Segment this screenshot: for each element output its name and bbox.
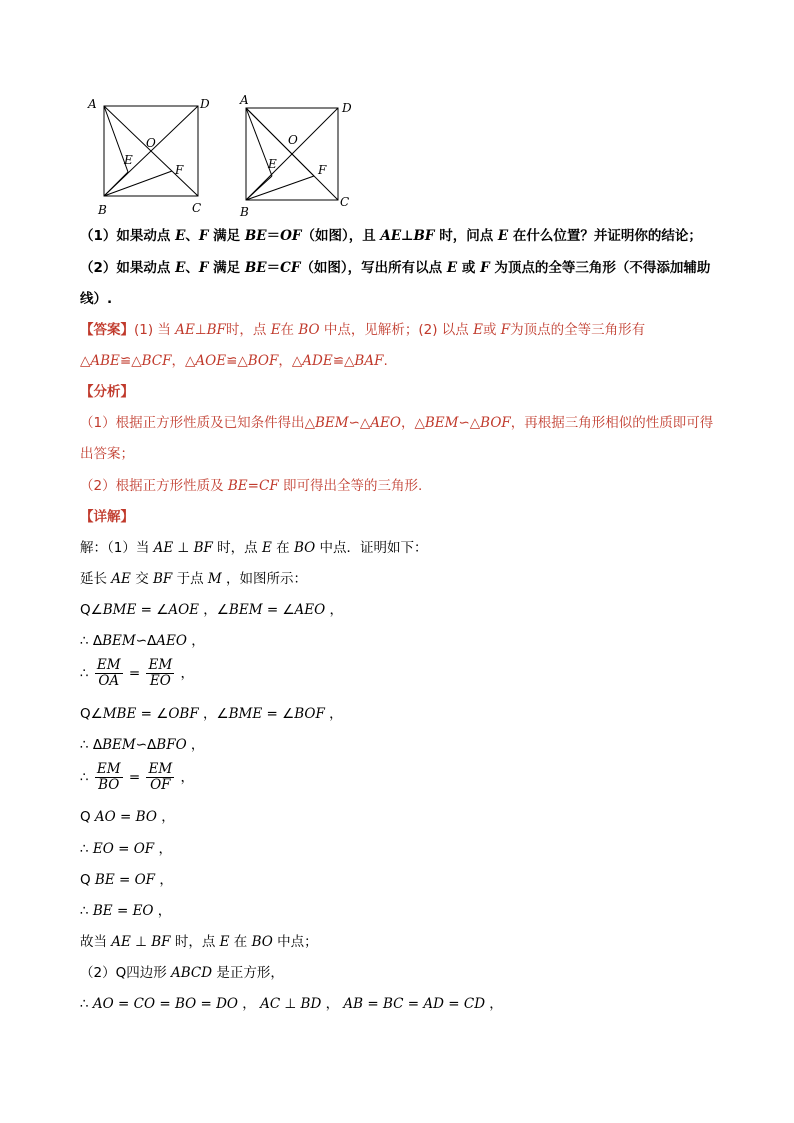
detail-line-13: 故当 AE ⊥ BF 时，点 E 在 BO 中点； [80, 934, 318, 950]
figure-right-square [228, 92, 368, 222]
analysis-line-1: （1）根据正方形性质及已知条件得出△BEM∽△AEO，△BEM∽△BOF，再根据三角形相似的性质即可得 [80, 415, 714, 431]
detail-line-11: Q BE = OF ， [80, 872, 173, 888]
segment-bf [104, 171, 172, 196]
answer-line-2: △ABE≌△BCF，△AOE≌△BOF，△ADE≌△BAF. [80, 353, 388, 369]
detail-line-3: Q∠BME = ∠AOE ，∠BEM = ∠AEO ， [80, 602, 343, 618]
detail-line-5: ∴ $\frac{EM}{OA}$ = $\frac{EM}{EO}$ ， [80, 657, 194, 689]
detail-line-6: Q∠MBE = ∠OBF ，∠BME = ∠BOF ， [80, 706, 343, 722]
segment-be [104, 172, 128, 196]
detail-line-2: 延长 AE 交 BF 于点 M ，如图所示： [80, 571, 308, 587]
label-e: E [124, 153, 133, 167]
segment-bf [246, 176, 314, 200]
detail-line-7: ∴ ΔBEM∽ΔBFO ， [80, 737, 205, 753]
label-c: C [192, 201, 202, 215]
label-d: D [342, 101, 352, 115]
question-2: （2）如果动点 E、F 满足 BE＝CF（如图），写出所有以点 E 或 F 为顶点的全等三角形（不得添加辅助 [80, 260, 711, 276]
analysis-line-3: （2）根据正方形性质及 BE=CF 即可得出全等的三角形. [80, 478, 423, 494]
detail-line-15: ∴ AO = CO = BO = DO ， AC ⊥ BD ， AB = BC = AD = CD ， [80, 996, 503, 1012]
analysis-label: 【分析】 [80, 384, 134, 400]
label-a: A [88, 97, 97, 111]
detail-label: 【详解】 [80, 509, 134, 525]
label-f: F [318, 163, 327, 177]
label-o: O [146, 136, 156, 150]
detail-line-8: ∴ $\frac{EM}{BO}$ = $\frac{EM}{OF}$ ， [80, 761, 194, 793]
fraction: $\frac{EM}{BO}$ [96, 761, 121, 793]
answer-label: 【答案】 [80, 322, 134, 338]
detail-line-1: 解：（1）当 AE ⊥ BF 时，点 E 在 BO 中点．证明如下： [80, 540, 428, 556]
segment-be [246, 176, 272, 200]
fraction: $\frac{EM}{OF}$ [148, 761, 173, 793]
question-1: （1）如果动点 E、F 满足 BE＝OF（如图），且 AE⊥BF 时，问点 E 在什么位置？并证明你的结论； [80, 228, 702, 244]
answer-line-1: 【答案】(1) 当 AE⊥BF时，点 E在 BO 中点，见解析；(2) 以点 E或 F为顶点的全等三角形有 [80, 322, 646, 338]
label-f: F [175, 163, 184, 177]
fraction: $\frac{EM}{OA}$ [96, 657, 121, 689]
label-a: A [240, 93, 249, 107]
figure-left-square [84, 92, 224, 218]
detail-line-10: ∴ EO = OF ， [80, 841, 172, 857]
label-d: D [200, 97, 210, 111]
detail-line-9: Q AO = BO ， [80, 809, 175, 825]
fraction: $\frac{EM}{EO}$ [148, 657, 173, 689]
detail-line-4: ∴ ΔBEM∽ΔAEO ， [80, 633, 205, 649]
question-2-cont: 线）. [80, 291, 113, 307]
analysis-line-2: 出答案； [80, 446, 134, 462]
label-c: C [340, 195, 350, 209]
label-o: O [288, 133, 298, 147]
label-b: B [240, 205, 249, 219]
label-b: B [98, 203, 107, 217]
detail-line-12: ∴ BE = EO ， [80, 903, 172, 919]
detail-line-14: （2）Q四边形 ABCD 是正方形， [80, 965, 284, 981]
label-e: E [268, 157, 277, 171]
